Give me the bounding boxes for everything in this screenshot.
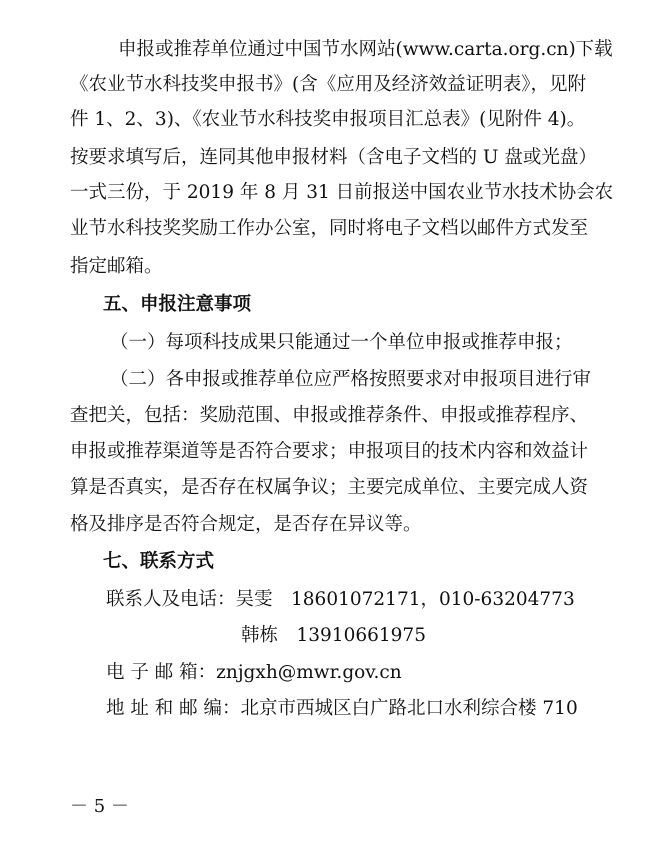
email-value: znjgxh@mwr.gov.cn	[216, 662, 402, 683]
contact-person-2: 韩栋 13910661975	[241, 625, 426, 646]
intro-line-1: 申报或推荐单位通过中国节水网站(www.carta.org.cn)下载	[118, 39, 613, 60]
address-row	[106, 697, 578, 721]
intro-line-5: 一式三份，于 2019 年 8 月 31 日前报送中国农业节水技术协会农	[70, 182, 614, 203]
contact-label: 联系人及电话：	[106, 589, 236, 610]
contact-row-1	[106, 588, 575, 612]
page-number: － 5 －	[70, 796, 129, 817]
section5-item-2-line-2: 查把关，包括：奖励范围、申报或推荐条件、申报或推荐程序、	[70, 405, 589, 426]
section5-item-2-line-1: （二）各申报或推荐单位应严格按照要求对申报项目进行审	[110, 369, 592, 390]
contact-person-1: 吴雯 18601072171，010-63204773	[235, 589, 575, 610]
intro-line-7: 指定邮箱。	[70, 256, 163, 277]
section5-item-1: （一）每项科技成果只能通过一个单位申报或推荐申报；	[110, 332, 573, 353]
intro-line-6: 业节水科技奖奖励工作办公室，同时将电子文档以邮件方式发至	[70, 218, 589, 239]
section5-item-2-line-5: 格及排序是否符合规定，是否存在异议等。	[70, 514, 422, 535]
section5-heading: 五、申报注意事项	[103, 294, 252, 315]
section5-item-2-line-3: 申报或推荐渠道等是否符合要求；申报项目的技术内容和效益计	[70, 441, 589, 462]
intro-line-3: 件 1、2、3)、《农业节水科技奖申报项目汇总表》(见附件 4)。	[70, 109, 586, 130]
intro-line-4: 按要求填写后，连同其他申报材料（含电子文档的 U 盘或光盘）	[70, 147, 597, 168]
intro-line-2: 《农业节水科技奖申报书》(含《应用及经济效益证明表》，见附	[70, 74, 586, 95]
email-label: 电 子 邮 箱：	[106, 662, 217, 683]
section5-item-2-line-4: 算是否真实，是否存在权属争议；主要完成单位、主要完成人资	[70, 477, 589, 498]
address-label: 地 址 和 邮 编：	[106, 698, 241, 719]
address-value: 北京市西城区白广路北口水利综合楼 710	[240, 698, 578, 719]
email-row	[106, 661, 402, 685]
section7-heading: 七、联系方式	[103, 551, 215, 572]
